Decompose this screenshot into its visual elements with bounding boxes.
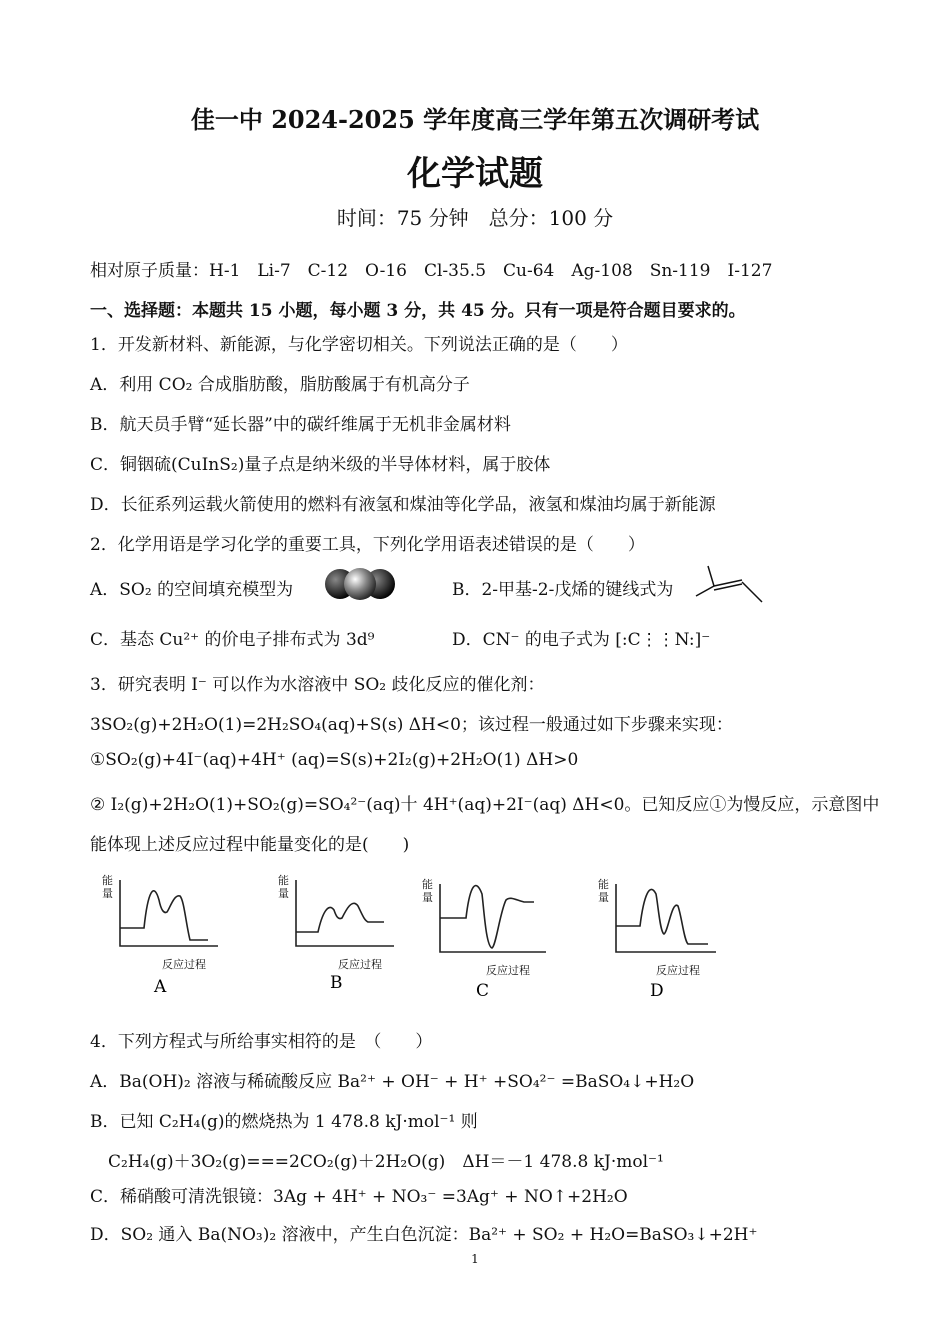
energy-axis-label-top: 能 bbox=[278, 874, 289, 887]
q3-step-2: ② I₂(g)+2H₂O(1)+SO₂(g)=SO₄²⁻(aq)十 4H⁺(aq)+2I⁻(aq) ΔH<0。已知反应①为慢反应，示意图中 bbox=[90, 795, 880, 815]
q3-overall-equation: 3SO₂(g)+2H₂O(1)=2H₂SO₄(aq)+S(s) ΔH<0；该过程一般通过如下步骤来实现： bbox=[90, 715, 733, 735]
q4-stem: 4．下列方程式与所给事实相符的是 （ ） bbox=[90, 1032, 433, 1052]
figure-letter-b: B bbox=[330, 973, 343, 993]
reaction-progress-label: 反应过程 bbox=[656, 964, 700, 977]
q3-stem: 3．研究表明 I⁻ 可以作为水溶液中 SO₂ 歧化反应的催化剂： bbox=[90, 675, 545, 695]
q2-option-b: B．2-甲基-2-戊烯的键线式为 bbox=[452, 580, 674, 600]
q3-question: 能体现上述反应过程中能量变化的是( ) bbox=[90, 835, 410, 855]
energy-axis-label-bottom: 量 bbox=[422, 891, 433, 904]
time-and-score: 时间：75 分钟 总分：100 分 bbox=[336, 206, 614, 230]
figure-letter-c: C bbox=[476, 981, 490, 1000]
q4-option-d: D．SO₂ 通入 Ba(NO₃)₂ 溶液中，产生白色沉淀：Ba²⁺ + SO₂ + H₂O=BaSO₃↓+2H⁺ bbox=[90, 1225, 758, 1245]
q2-option-d: D．CN⁻ 的电子式为 [:C⋮⋮N:]⁻ bbox=[452, 630, 711, 650]
q4-option-c: C．稀硝酸可清洗银镜：3Ag + 4H⁺ + NO₃⁻ =3Ag⁺ + NO↑+2H₂O bbox=[90, 1187, 628, 1207]
q4-option-a: A．Ba(OH)₂ 溶液与稀硫酸反应 Ba²⁺ + OH⁻ + H⁺ +SO₄²⁻ =BaSO₄↓+H₂O bbox=[90, 1072, 695, 1092]
q1-option-c: C．铜铟硫(CuInS₂)量子点是纳米级的半导体材料，属于胶体 bbox=[90, 455, 551, 475]
reaction-progress-label: 反应过程 bbox=[486, 964, 530, 977]
skeletal-formula-2-methyl-2-pentene bbox=[692, 562, 766, 606]
energy-axis-label-top: 能 bbox=[422, 878, 433, 891]
page-number: 1 bbox=[471, 1252, 479, 1266]
energy-axis-label-top: 能 bbox=[102, 874, 113, 887]
energy-diagram-b bbox=[272, 870, 412, 998]
figure-letter-a: A bbox=[154, 977, 167, 997]
energy-diagram-c bbox=[414, 870, 564, 1000]
energy-axis-label-bottom: 量 bbox=[278, 887, 289, 900]
q2-stem: 2．化学用语是学习化学的重要工具，下列化学用语表述错误的是（ ） bbox=[90, 535, 645, 555]
q1-option-d: D．长征系列运载火箭使用的燃料有液氢和煤油等化学品，液氢和煤油均属于新能源 bbox=[90, 495, 716, 515]
energy-diagram-a bbox=[96, 870, 236, 998]
energy-diagram-d bbox=[590, 870, 740, 1000]
figure-letter-d: D bbox=[650, 981, 664, 1000]
q1-option-a: A．利用 CO₂ 合成脂肪酸，脂肪酸属于有机高分子 bbox=[90, 375, 470, 395]
q3-step-1: ①SO₂(g)+4I⁻(aq)+4H⁺ (aq)=S(s)+2I₂(g)+2H₂O(1) ΔH>0 bbox=[90, 750, 579, 770]
exam-title: 佳一中 2024-2025 学年度高三学年第五次调研考试 bbox=[190, 105, 760, 134]
subject-title: 化学试题 bbox=[407, 154, 543, 194]
reaction-progress-label: 反应过程 bbox=[338, 958, 382, 971]
q1-stem: 1．开发新材料、新能源，与化学密切相关。下列说法正确的是（ ） bbox=[90, 335, 628, 355]
energy-axis-label-top: 能 bbox=[598, 878, 609, 891]
energy-axis-label-bottom: 量 bbox=[598, 891, 609, 904]
q4-option-b-equation: C₂H₄(g)＋3O₂(g)===2CO₂(g)＋2H₂O(g) ΔH＝－1 478.8 kJ·mol⁻¹ bbox=[108, 1152, 664, 1172]
q1-option-b: B．航天员手臂“延长器”中的碳纤维属于无机非金属材料 bbox=[90, 415, 511, 435]
atomic-masses: 相对原子质量：H-1 Li-7 C-12 O-16 Cl-35.5 Cu-64 Ag-108 Sn-119 I-127 bbox=[90, 261, 773, 281]
section-heading: 一、选择题：本题共 15 小题，每小题 3 分，共 45 分。只有一项是符合题目要求的。 bbox=[90, 301, 746, 321]
q4-option-b: B．已知 C₂H₄(g)的燃烧热为 1 478.8 kJ·mol⁻¹ 则 bbox=[90, 1112, 478, 1132]
reaction-progress-label: 反应过程 bbox=[162, 958, 206, 971]
q2-option-a: A．SO₂ 的空间填充模型为 bbox=[90, 580, 294, 600]
q2-option-c: C．基态 Cu²⁺ 的价电子排布式为 3d⁹ bbox=[90, 630, 375, 650]
energy-axis-label-bottom: 量 bbox=[102, 887, 113, 900]
so2-space-filling-model bbox=[322, 566, 398, 602]
